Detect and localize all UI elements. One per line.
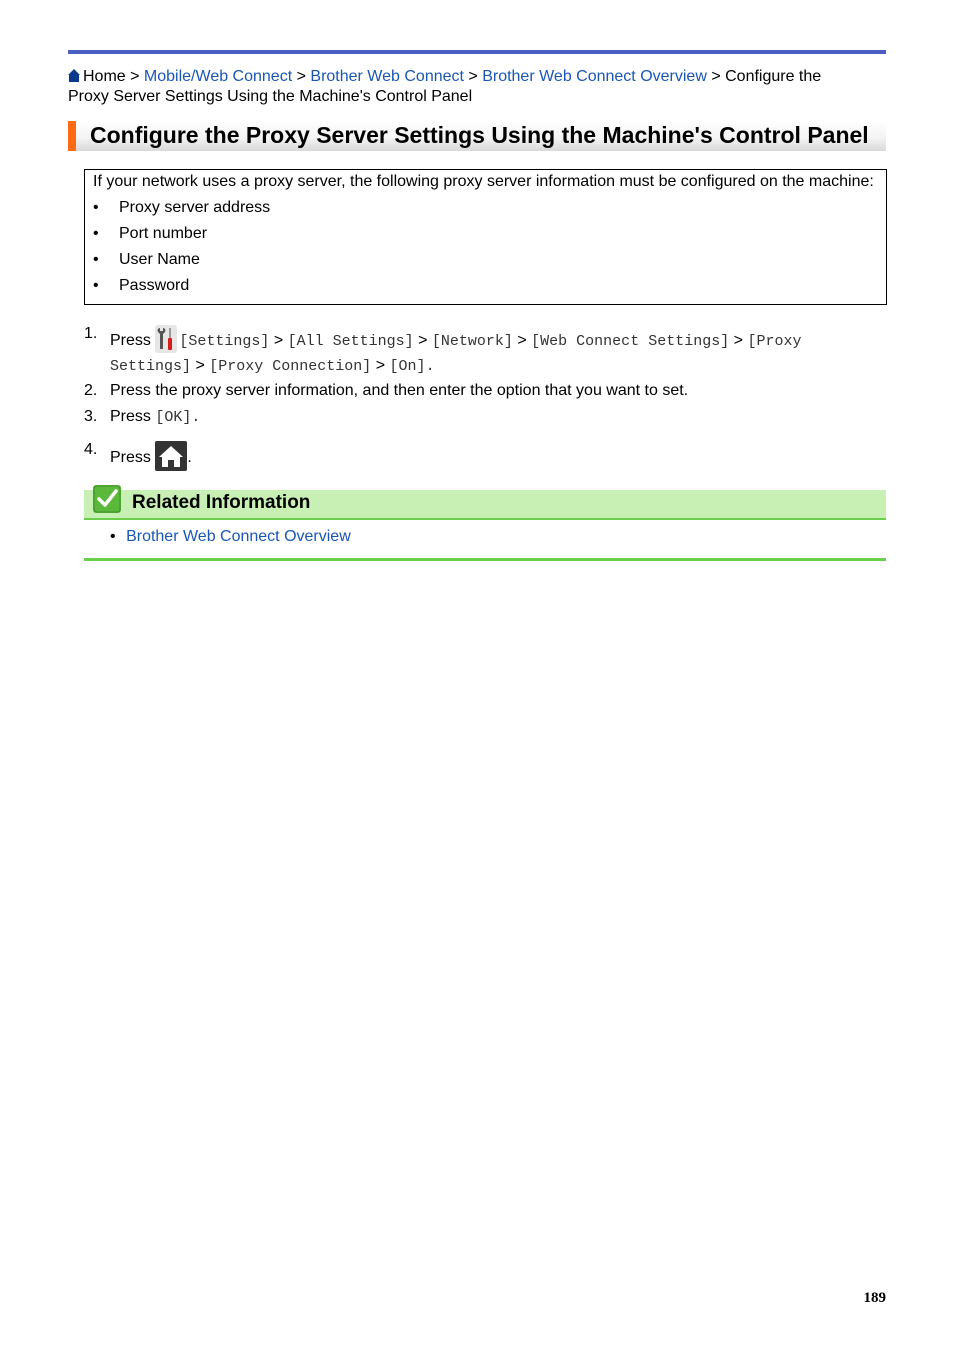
breadcrumb-link-mobile-web-connect[interactable]: Mobile/Web Connect <box>143 68 293 85</box>
related-information-header <box>84 490 886 520</box>
settings-tools-icon <box>155 325 177 353</box>
step-number: 1. <box>84 325 98 342</box>
note-intro: If your network uses a proxy server, the following proxy server information must be configured on the machine: <box>93 173 874 190</box>
home-icon <box>68 69 80 82</box>
related-bottom-rule <box>84 558 886 561</box>
breadcrumb-home: Home <box>83 68 126 85</box>
title-bar <box>68 121 886 151</box>
top-rule <box>68 50 886 54</box>
menu-settings: [Settings] <box>179 333 270 350</box>
menu-on: [On] <box>389 358 426 375</box>
period: . <box>191 409 201 426</box>
home-button-icon <box>155 441 187 471</box>
note-item-text: Port number <box>119 225 208 242</box>
breadcrumb-current: Configure the <box>725 68 822 85</box>
step-number: 4. <box>84 441 98 458</box>
note-box <box>84 169 887 305</box>
breadcrumb-separator: > <box>706 68 726 85</box>
breadcrumb <box>68 67 886 107</box>
breadcrumb-link-web-connect-overview[interactable]: Brother Web Connect Overview <box>482 68 707 85</box>
bullet: • <box>93 199 99 216</box>
press-text: Press <box>110 408 151 425</box>
period: . <box>425 358 435 375</box>
bullet: • <box>93 225 99 242</box>
menu-web-connect-settings: [Web Connect Settings] <box>531 333 730 350</box>
bullet: • <box>93 277 99 294</box>
period: . <box>187 449 192 466</box>
note-item-text: User Name <box>119 251 200 268</box>
gt-separator: > <box>418 332 428 349</box>
gt-separator: > <box>375 357 386 374</box>
bullet: • <box>93 251 99 268</box>
note-item-text: Proxy server address <box>119 199 271 216</box>
gt-separator: > <box>733 332 744 349</box>
menu-proxy-connection: [Proxy Connection] <box>209 358 372 375</box>
step-number: 3. <box>84 408 98 425</box>
page-number: 189 <box>863 1290 886 1306</box>
breadcrumb-separator: > <box>463 68 483 85</box>
step-text: Press the proxy server information, and then enter the option that you want to set. <box>110 382 689 399</box>
gt-separator: > <box>517 332 527 349</box>
breadcrumb-separator: > <box>125 68 144 85</box>
step-number: 2. <box>84 382 98 399</box>
gt-separator: > <box>195 357 205 374</box>
related-list <box>110 528 351 546</box>
page-title: Configure the Proxy Server Settings Using the Machine's Control Panel <box>90 122 869 148</box>
menu-ok: [OK] <box>155 409 192 426</box>
menu-proxy-settings: [Proxy <box>747 333 802 350</box>
breadcrumb-separator: > <box>292 68 311 85</box>
related-information-title: Related Information <box>132 492 311 513</box>
note-item-text: Password <box>119 277 190 294</box>
menu-network: [Network] <box>431 333 513 350</box>
related-link-web-connect-overview[interactable]: Brother Web Connect Overview <box>126 528 351 545</box>
checkmark-icon <box>93 485 121 513</box>
breadcrumb-current-cont: Proxy Server Settings Using the Machine's Control Panel <box>68 88 473 105</box>
bullet: • <box>110 528 116 545</box>
menu-all-settings: [All Settings] <box>287 333 414 350</box>
press-text: Press <box>110 332 151 349</box>
gt-separator: > <box>273 332 284 349</box>
breadcrumb-link-brother-web-connect[interactable]: Brother Web Connect <box>310 68 464 85</box>
menu-proxy-settings-cont: Settings] <box>110 358 192 375</box>
title-accent <box>68 121 76 151</box>
press-text: Press <box>110 449 151 466</box>
